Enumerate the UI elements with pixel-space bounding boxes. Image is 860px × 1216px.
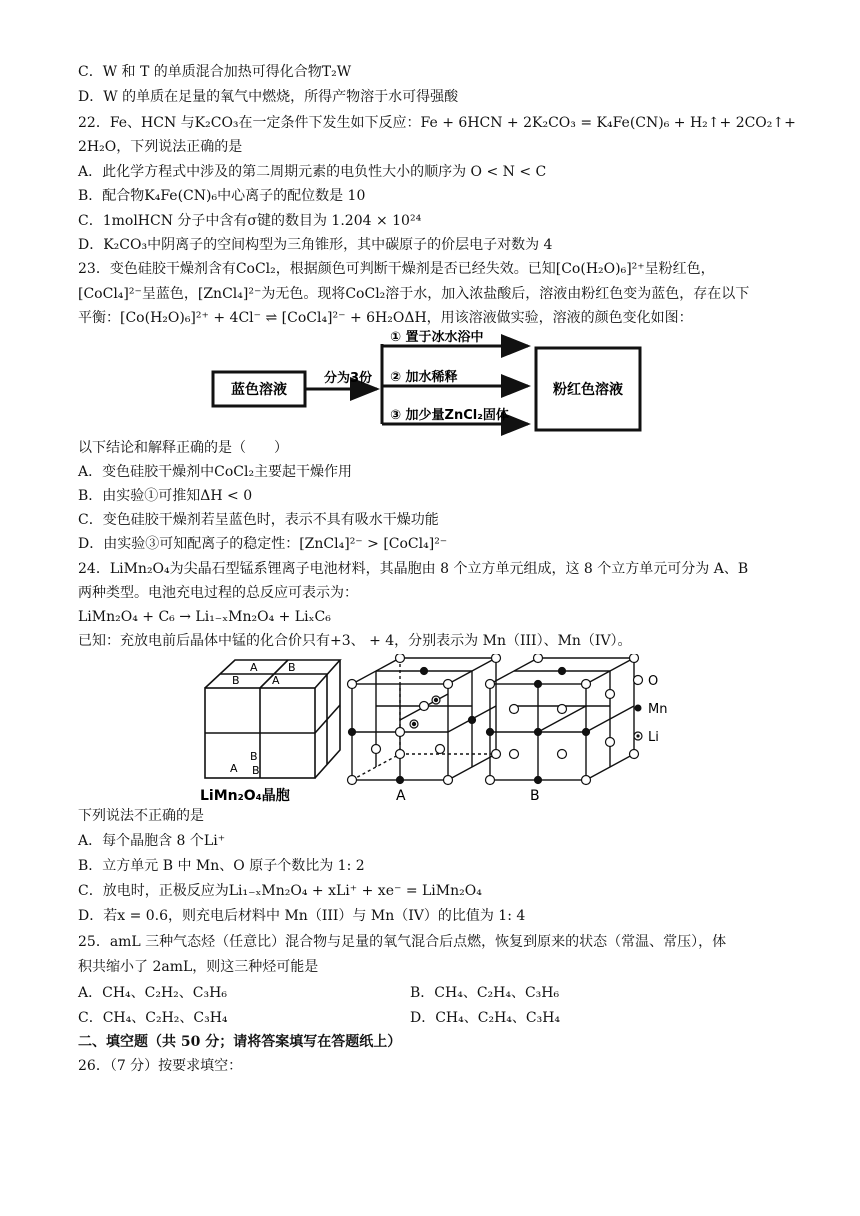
- legend-mn: Mn: [648, 702, 668, 717]
- q23-option-d: D．由实验③可知配离子的稳定性：[ZnCl₄]²⁻ > [CoCl₄]²⁻: [78, 536, 448, 552]
- q21-option-d: D．W 的单质在足量的氧气中燃烧，所得产物溶于水可得强酸: [78, 89, 459, 105]
- cell-sub-b-top: B: [288, 661, 296, 674]
- q24-crystal-figure: [200, 654, 680, 806]
- q23-flow-diagram: [210, 330, 670, 438]
- q23-stem-line3: 平衡：[Co(H₂O)₆]²⁺ + 4Cl⁻ ⇌ [CoCl₄]²⁻ + 6H₂OΔH，用该溶液做实验，溶液的颜色变化如图：: [78, 310, 693, 326]
- q22-option-b: B．配合物K₄Fe(CN)₆中心离子的配位数是 10: [78, 188, 366, 204]
- q25-stem-line1: 25．amL 三种气态烃（任意比）混合物与足量的氧气混合后点燃，恢复到原来的状态（常温、常压），体: [78, 934, 727, 950]
- q24-option-a: A．每个晶胞含 8 个Li⁺: [78, 833, 226, 849]
- q25-option-b: B．CH₄、C₂H₄、C₃H₆: [410, 985, 560, 1001]
- figure-legend: [634, 674, 668, 745]
- cell-sub-b-bot2: B: [252, 764, 260, 777]
- end-box-label: 粉红色溶液: [553, 382, 623, 398]
- cell-sub-b-top2: B: [232, 674, 240, 687]
- step3-label: ③ 加少量ZnCl₂固体: [390, 408, 509, 423]
- q23-option-b: B．由实验①可推知ΔH < 0: [78, 488, 253, 504]
- q22-stem-line1: 22．Fe、HCN 与K₂CO₃在一定条件下发生如下反应：Fe + 6HCN + 2K₂CO₃ = K₄Fe(CN)₆ + H₂↑+ 2CO₂↑+: [78, 115, 796, 131]
- start-box-label: 蓝色溶液: [231, 382, 287, 398]
- cell-sub-b-bot: B: [250, 750, 258, 763]
- cell-sub-a-top: A: [250, 661, 258, 674]
- legend-o: O: [648, 674, 659, 689]
- cube-a-label: A: [396, 788, 406, 804]
- q24-option-b: B．立方单元 B 中 Mn、O 原子个数比为 1: 2: [78, 858, 365, 874]
- cube-b-label: B: [530, 788, 540, 804]
- cell-sub-a-bot: A: [230, 762, 238, 775]
- q24-stem-line2: 两种类型。电池充电过程的总反应可表示为：: [78, 585, 358, 601]
- section-2-heading: 二、填空题（共 50 分；请将答案填写在答题纸上）: [78, 1034, 402, 1050]
- step1-label: ① 置于冰水浴中: [390, 330, 484, 345]
- q25-option-d: D．CH₄、C₂H₄、C₃H₄: [410, 1010, 561, 1026]
- q23-stem-line1: 23．变色硅胶干燥剂含有CoCl₂，根据颜色可判断干燥剂是否已经失效。已知[Co(H₂O)₆]²⁺呈粉红色，: [78, 261, 715, 277]
- unit-cell-label: LiMn₂O₄晶胞: [200, 788, 290, 804]
- q23-stem-line2: [CoCl₄]²⁻呈蓝色，[ZnCl₄]²⁻为无色。现将CoCl₂溶于水，加入浓盐酸后，溶液由粉红色变为蓝色，存在以下: [78, 286, 750, 302]
- q21-option-c: C．W 和 T 的单质混合加热可得化合物T₂W: [78, 64, 352, 80]
- split-label: 分为3份: [323, 371, 373, 386]
- q23-option-a: A．变色硅胶干燥剂中CoCl₂主要起干燥作用: [78, 464, 353, 480]
- q22-stem-line2: 2H₂O，下列说法正确的是: [78, 139, 243, 155]
- cube-b-frame: [490, 658, 634, 780]
- step2-label: ② 加水稀释: [390, 370, 458, 385]
- cell-sub-a-top2: A: [272, 674, 280, 687]
- q24-option-c: C．放电时，正极反应为Li₁₋ₓMn₂O₄ + xLi⁺ + xe⁻ = LiMn₂O₄: [78, 883, 482, 899]
- q24-option-d: D．若x = 0.6，则充电后材料中 Mn（III）与 Mn（IV）的比值为 1: 4: [78, 908, 526, 924]
- legend-li: Li: [648, 730, 659, 745]
- q25-option-c: C．CH₄、C₂H₂、C₃H₄: [78, 1010, 228, 1026]
- q22-option-c: C．1molHCN 分子中含有σ键的数目为 1.204 × 10²⁴: [78, 213, 422, 229]
- q26-stem: 26．（7 分）按要求填空：: [78, 1058, 243, 1074]
- q24-known: 已知：充放电前后晶体中锰的化合价只有+3、 + 4，分别表示为 Mn（III）、Mn（IV）。: [78, 633, 632, 649]
- q24-equation: LiMn₂O₄ + C₆ → Li₁₋ₓMn₂O₄ + LiₓC₆: [78, 609, 331, 625]
- q24-stem-line1: 24．LiMn₂O₄为尖晶石型锰系锂离子电池材料，其晶胞由 8 个立方单元组成，这 8 个立方单元可分为 A、B: [78, 561, 749, 577]
- q25-option-a: A．CH₄、C₂H₂、C₃H₆: [78, 985, 227, 1001]
- q23-option-c: C．变色硅胶干燥剂若呈蓝色时，表示不具有吸水干燥功能: [78, 512, 439, 528]
- q22-option-a: A．此化学方程式中涉及的第二周期元素的电负性大小的顺序为 O < N < C: [78, 164, 547, 180]
- q25-stem-line2: 积共缩小了 2amL，则这三种烃可能是: [78, 959, 319, 975]
- q23-question: 以下结论和解释正确的是（ ）: [78, 440, 288, 456]
- q24-question: 下列说法不正确的是: [78, 808, 204, 824]
- q22-option-d: D．K₂CO₃中阴离子的空间构型为三角锥形，其中碳原子的价层电子对数为 4: [78, 237, 553, 253]
